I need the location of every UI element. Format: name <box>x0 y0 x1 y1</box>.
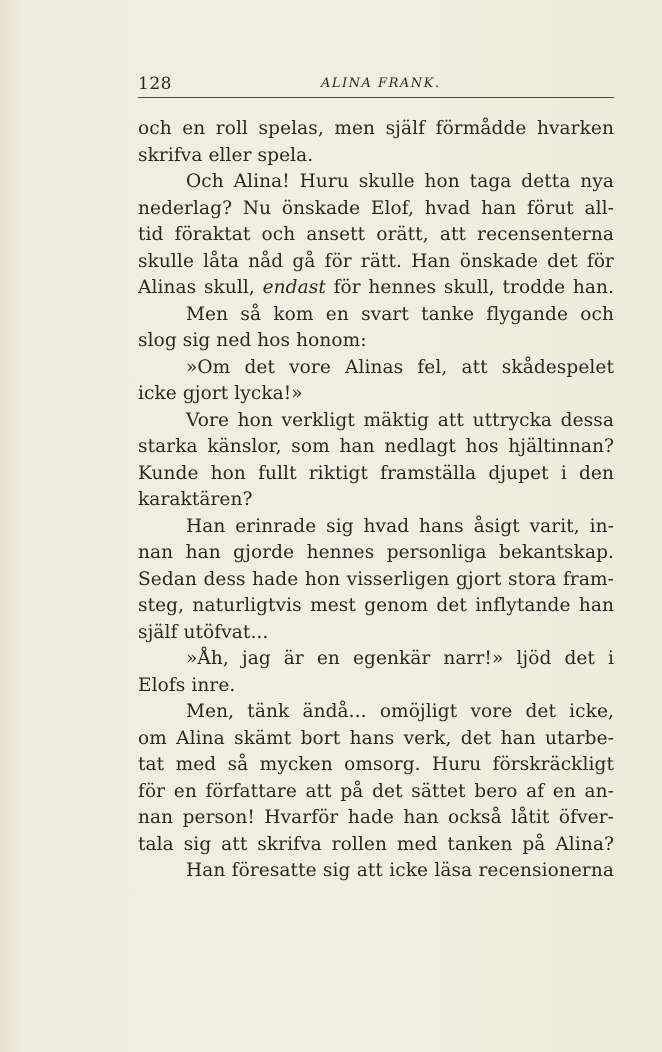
text-line: nan han gjorde hennes personliga bekantskap. <box>138 542 614 563</box>
text-line: om Alina skämt bort hans verk, det han utarbe- <box>138 727 614 749</box>
text-line: tat med så mycken omsorg. Huru förskräckligt <box>138 754 614 775</box>
text-line: nederlag? Nu önskade Elof, hvad han förut all- <box>138 197 614 219</box>
text-line: nan person! Hvarför hade han också låtit öfver- <box>138 807 614 828</box>
text-line: tala sig att skrifva rollen med tanken på Alina? <box>138 833 614 855</box>
text-line: Vore hon verkligt mäktig att uttrycka dessa <box>186 409 614 431</box>
text-line: »Om det vore Alinas fel, att skådespelet <box>186 356 614 378</box>
text-line: Men, tänk ändå... omöjligt vore det icke, <box>186 701 614 722</box>
text-line: Han erinrade sig hvad hans åsigt varit, in- <box>186 515 614 537</box>
text-line: Elofs inre. <box>138 674 236 696</box>
emphasis: endast <box>262 277 326 298</box>
page-header <box>138 74 614 98</box>
text-line: slog sig ned hos honom: <box>138 330 367 351</box>
text-line: för en författare att på det sättet bero af en an- <box>138 780 614 802</box>
body-text <box>138 116 614 885</box>
text-line: själf utöfvat... <box>138 621 269 643</box>
text-line: skulle låta nåd gå för rätt. Han önskade det för <box>138 250 614 272</box>
text-line: skrifva eller spela. <box>138 144 314 166</box>
text-line: Kunde hon fullt riktigt framställa djupet i den <box>138 462 614 484</box>
text-line: Han föresatte sig att icke läsa recensionerna <box>186 860 614 881</box>
text-line: tid föraktat och ansett orätt, att recensenterna <box>138 224 614 245</box>
text-line: starka känslor, som han nedlagt hos hjältinnan? <box>138 436 614 457</box>
text-line: Alinas skull, endast för hennes skull, trodde han. <box>138 277 614 298</box>
text-line: steg, naturligtvis mest genom det inflytande han <box>138 595 614 616</box>
text-line: Och Alina! Huru skulle hon taga detta nya <box>186 171 614 192</box>
text-line: karaktären? <box>138 489 253 510</box>
header-rule <box>138 97 614 98</box>
text-line: Sedan dess hade hon visserligen gjort stora fram- <box>138 568 614 590</box>
text-line: och en roll spelas, men själf förmådde hvarken <box>138 118 614 139</box>
running-title: ALINA FRANK. <box>321 76 441 91</box>
page-number: 128 <box>138 74 172 94</box>
text-line: Men så kom en svart tanke flygande och <box>186 303 614 325</box>
text-line: »Åh, jag är en egenkär narr!» ljöd det i <box>186 648 614 669</box>
text-line: icke gjort lycka!» <box>138 383 303 404</box>
